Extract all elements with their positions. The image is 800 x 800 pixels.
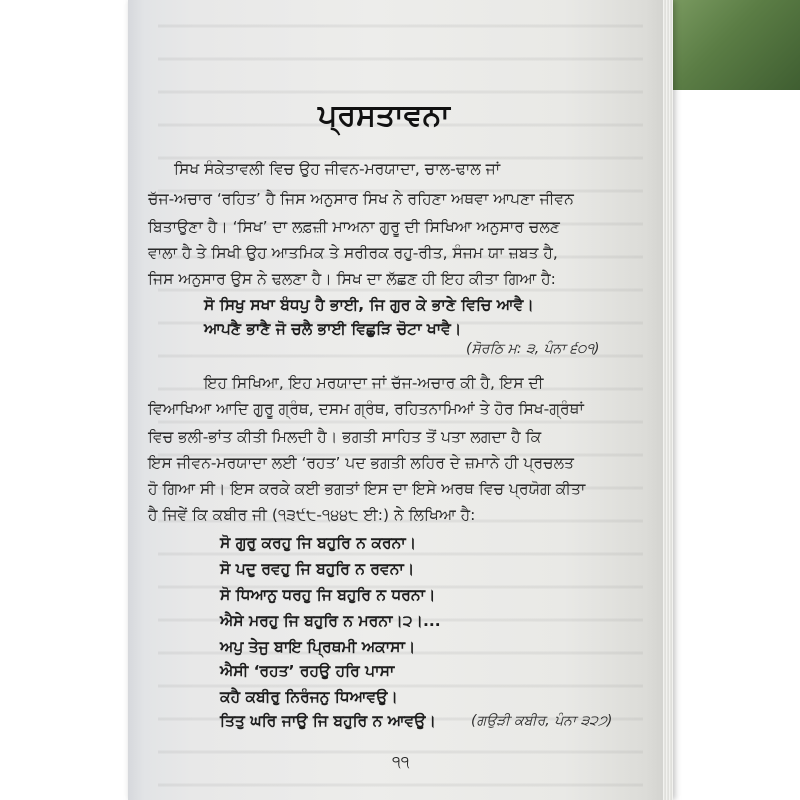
verse-line: ਕਹੈ ਕਬੀਰੁ ਨਿਰੰਜਨੁ ਧਿਆਵਉ। [220,688,398,706]
citation: (ਸੋਰਠਿ ਮ: ੩, ਪੰਨਾ ੬੦੧) [466,341,600,357]
verse-line: ਸੋ ਧਿਆਨੁ ਧਰਹੁ ਜਿ ਬਹੁਰਿ ਨ ਧਰਨਾ। [220,586,436,604]
paragraph-line: ਵਾਲਾ ਹੈ ਤੇ ਸਿਖੀ ਉਹ ਆਤਮਿਕ ਤੇ ਸਰੀਰਕ ਰਹੁ-ਰੀਤ, ਸੰਜਮ ਯਾ ਜ਼ਬਤ ਹੈ, [148,244,558,262]
page-heading: ਪ੍ਰਸਤਾਵਨਾ [318,98,450,133]
grass-background [660,0,800,90]
verse-line: ਆਪਣੈ ਭਾਣੈ ਜੋ ਚਲੈ ਭਾਈ ਵਿਛੁੜਿ ਚੋਟਾ ਖਾਵੈ। [204,320,462,338]
verse-line: ਸੋ ਗੁਰੁ ਕਰਹੁ ਜਿ ਬਹੁਰਿ ਨ ਕਰਨਾ। [220,534,417,552]
page-number: ੧੧ [392,752,410,771]
paragraph-line: ਇਹ ਸਿਖਿਆ, ਇਹ ਮਰਯਾਦਾ ਜਾਂ ਚੱਜ-ਅਚਾਰ ਕੀ ਹੈ, ਇਸ ਦੀ [204,374,544,392]
paragraph-line: ਚੱਜ-ਅਚਾਰ ‘ਰਹਿਤ’ ਹੈ ਜਿਸ ਅਨੁਸਾਰ ਸਿਖ ਨੇ ਰਹਿਣਾ ਅਥਵਾ ਆਪਣਾ ਜੀਵਨ [148,190,574,208]
citation: (ਗਉੜੀ ਕਬੀਰ, ਪੰਨਾ ੩੨੭) [471,713,613,729]
verse-line: ਐਸੀ ‘ਰਹਤ’ ਰਹਉ ਹਰਿ ਪਾਸਾ [220,662,395,680]
page-edges [663,0,673,800]
paragraph-line: ਬਿਤਾਉਣਾ ਹੈ। ‘ਸਿਖ’ ਦਾ ਲਫ਼ਜ਼ੀ ਮਾਅਨਾ ਗੁਰੂ ਦੀ ਸਿਖਿਆ ਅਨੁਸਾਰ ਚਲਣ [148,218,560,236]
verse-line: ਐਸੇ ਮਰਹੁ ਜਿ ਬਹੁਰਿ ਨ ਮਰਨਾ।੨।... [220,612,441,630]
paragraph-line: ਵਿਆਖਿਆ ਆਦਿ ਗੁਰੂ ਗ੍ਰੰਥ, ਦਸਮ ਗ੍ਰੰਥ, ਰਹਿਤਨਾਮਿਆਂ ਤੇ ਹੋਰ ਸਿਖ-ਗ੍ਰੰਥਾਂ [148,400,584,418]
paragraph-line: ਸਿਖ ਸੰਕੇਤਾਵਲੀ ਵਿਚ ਉਹ ਜੀਵਨ-ਮਰਯਾਦਾ, ਚਾਲ-ਢਾਲ ਜਾਂ [174,160,501,178]
paragraph-line: ਜਿਸ ਅਨੁਸਾਰ ਉਸ ਨੇ ਢਲਣਾ ਹੈ। ਸਿਖ ਦਾ ਲੱਛਣ ਹੀ ਇਹ ਕੀਤਾ ਗਿਆ ਹੈ: [148,270,556,288]
verse-line: ਸੋ ਪਦੁ ਰਵਹੁ ਜਿ ਬਹੁਰਿ ਨ ਰਵਨਾ। [220,560,415,578]
verse-line: ਸੋ ਸਿਖੁ ਸਖਾ ਬੰਧਪੁ ਹੈ ਭਾਈ, ਜਿ ਗੁਰ ਕੇ ਭਾਣੇ ਵਿਚਿ ਆਵੈ। [204,296,534,314]
paragraph-line: ਇਸ ਜੀਵਨ-ਮਰਯਾਦਾ ਲਈ ‘ਰਹਤ’ ਪਦ ਭਗਤੀ ਲਹਿਰ ਦੇ ਜ਼ਮਾਨੇ ਹੀ ਪ੍ਰਚਲਤ [148,454,574,472]
verse-line: ਅਪੁ ਤੇਜੁ ਬਾਇ ਪ੍ਰਿਥਮੀ ਅਕਾਸਾ। [220,638,416,656]
page-text [148,0,618,800]
verse-line: ਤਿਤੁ ਘਰਿ ਜਾਉ ਜਿ ਬਹੁਰਿ ਨ ਆਵਉ। [220,712,436,730]
paragraph-line: ਹੈ ਜਿਵੇਂ ਕਿ ਕਬੀਰ ਜੀ (੧੩੯੮-੧੪੪੮ ਈ:) ਨੇ ਲਿਖਿਆ ਹੈ: [148,506,476,524]
paragraph-line: ਹੋ ਗਿਆ ਸੀ। ਇਸ ਕਰਕੇ ਕਈ ਭਗਤਾਂ ਇਸ ਦਾ ਇਸੇ ਅਰਥ ਵਿਚ ਪ੍ਰਯੋਗ ਕੀਤਾ [148,480,586,498]
paragraph-line: ਵਿਚ ਭਲੀ-ਭਾਂਤ ਕੀਤੀ ਮਿਲਦੀ ਹੈ। ਭਗਤੀ ਸਾਹਿਤ ਤੋਂ ਪਤਾ ਲਗਦਾ ਹੈ ਕਿ [148,428,542,446]
